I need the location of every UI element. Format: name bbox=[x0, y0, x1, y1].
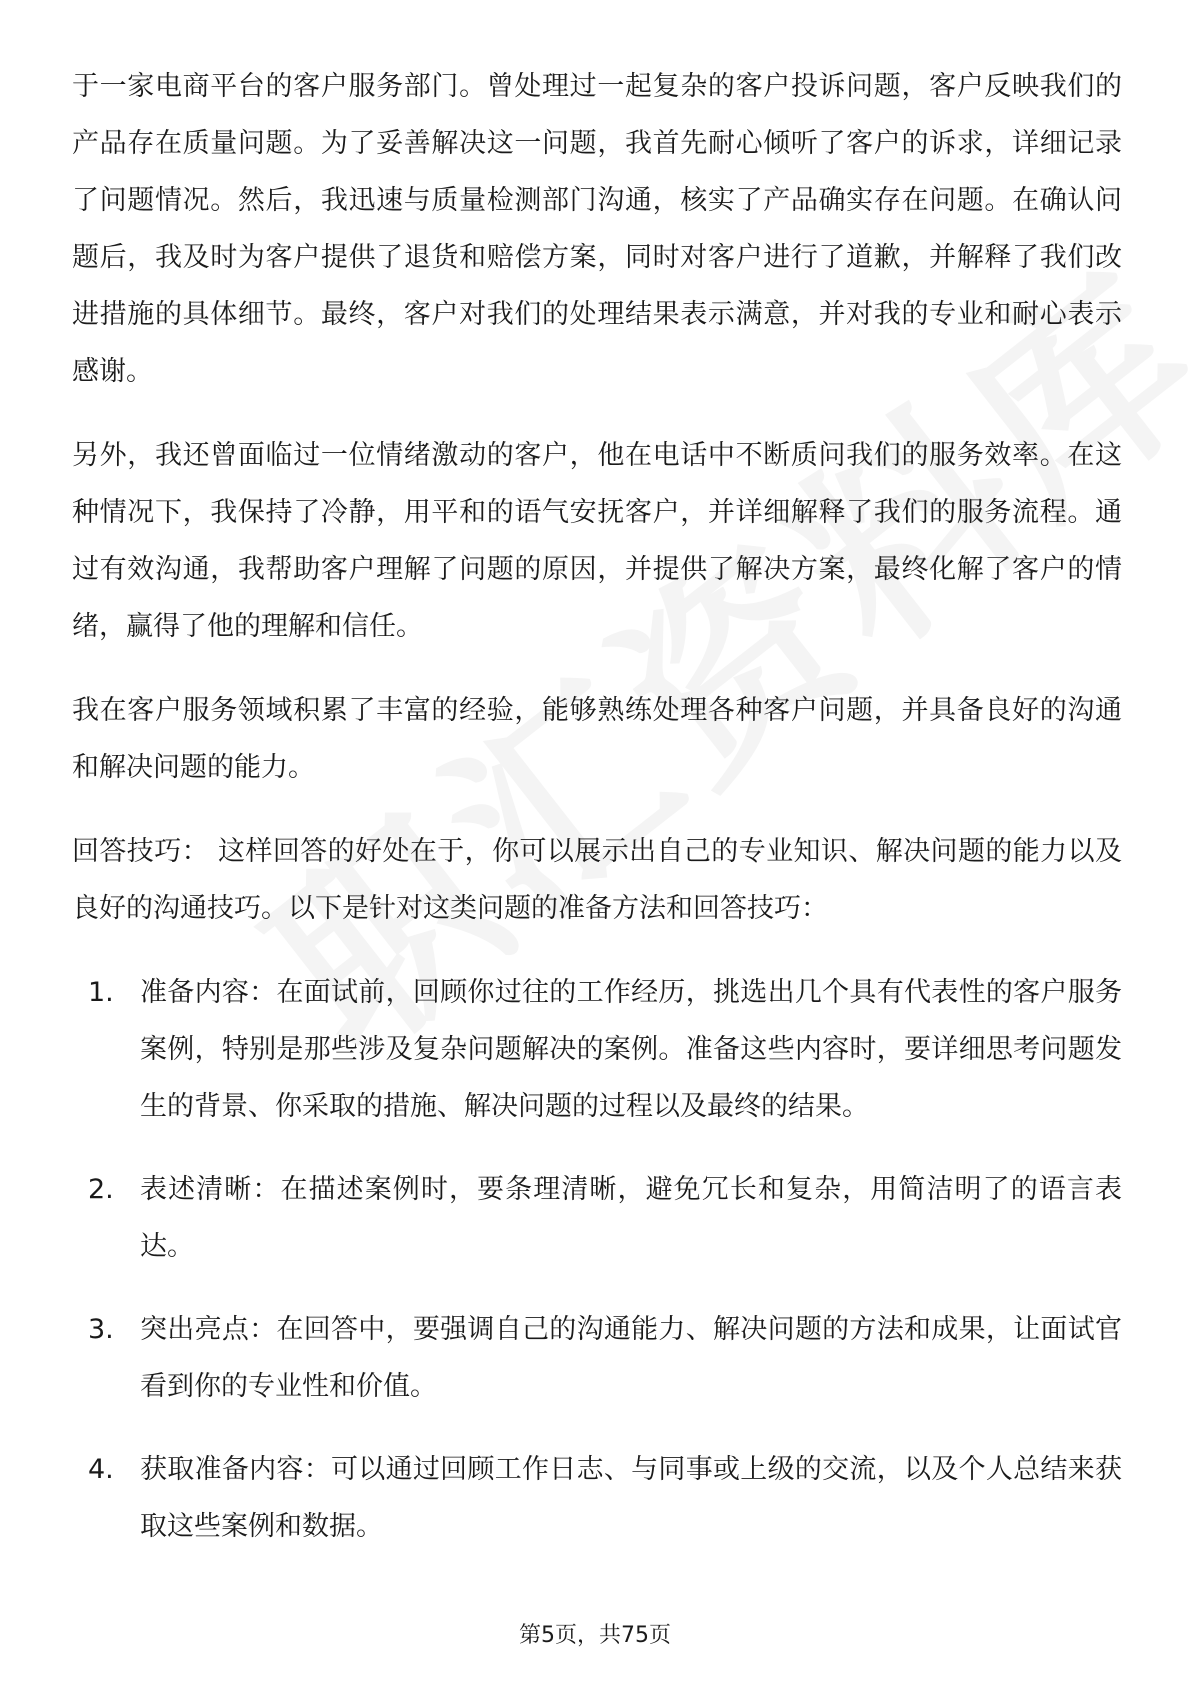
list-item bbox=[72, 1161, 1122, 1275]
paragraph-experience-summary: 我在客户服务领域积累了丰富的经验，能够熟练处理各种客户问题，并具备良好的沟通和解决问题的能力。 bbox=[72, 695, 1122, 783]
list-item-number: 2. bbox=[88, 1174, 114, 1205]
list-item-number: 4. bbox=[88, 1454, 114, 1485]
list-item-number: 1. bbox=[88, 977, 114, 1008]
list-item-text: 准备内容：在面试前，回顾你过往的工作经历，挑选出几个具有代表性的客户服务案例，特别是那些涉及复杂问题解决的案例。准备这些内容时，要详细思考问题发生的背景、你采取的措施、解决问题的过程以及最终的结果。 bbox=[140, 977, 1122, 1122]
list-item-number: 3. bbox=[88, 1314, 114, 1345]
paragraph-case-complaint: 于一家电商平台的客户服务部门。曾处理过一起复杂的客户投诉问题，客户反映我们的产品存在质量问题。为了妥善解决这一问题，我首先耐心倾听了客户的诉求，详细记录了问题情况。然后，我迅速与质量检测部门沟通，核实了产品确实存在问题。在确认问题后，我及时为客户提供了退货和赔偿方案，同时对客户进行了道歉，并解释了我们改进措施的具体细节。最终，客户对我们的处理结果表示满意，并对我的专业和耐心表示感谢。 bbox=[72, 71, 1122, 387]
list-item bbox=[72, 1301, 1122, 1415]
page-number-footer: 第5页，共75页 bbox=[519, 1623, 671, 1648]
list-item bbox=[72, 1441, 1122, 1555]
list-item-text: 突出亮点：在回答中，要强调自己的沟通能力、解决问题的方法和成果，让面试官看到你的专业性和价值。 bbox=[140, 1314, 1122, 1402]
list-item bbox=[72, 964, 1122, 1135]
tips-list bbox=[72, 964, 1122, 1555]
document-body bbox=[72, 58, 1122, 1581]
paragraph-case-emotional-customer: 另外，我还曾面临过一位情绪激动的客户，他在电话中不断质问我们的服务效率。在这种情况下，我保持了冷静，用平和的语气安抚客户，并详细解释了我们的服务流程。通过有效沟通，我帮助客户理解了问题的原因，并提供了解决方案，最终化解了客户的情绪，赢得了他的理解和信任。 bbox=[72, 440, 1122, 642]
paragraph-answer-tips-intro: 回答技巧： 这样回答的好处在于，你可以展示出自己的专业知识、解决问题的能力以及良好的沟通技巧。以下是针对这类问题的准备方法和回答技巧： bbox=[72, 836, 1122, 924]
list-item-text: 获取准备内容：可以通过回顾工作日志、与同事或上级的交流，以及个人总结来获取这些案例和数据。 bbox=[140, 1454, 1122, 1542]
list-item-text: 表述清晰：在描述案例时，要条理清晰，避免冗长和复杂，用简洁明了的语言表达。 bbox=[140, 1174, 1122, 1262]
